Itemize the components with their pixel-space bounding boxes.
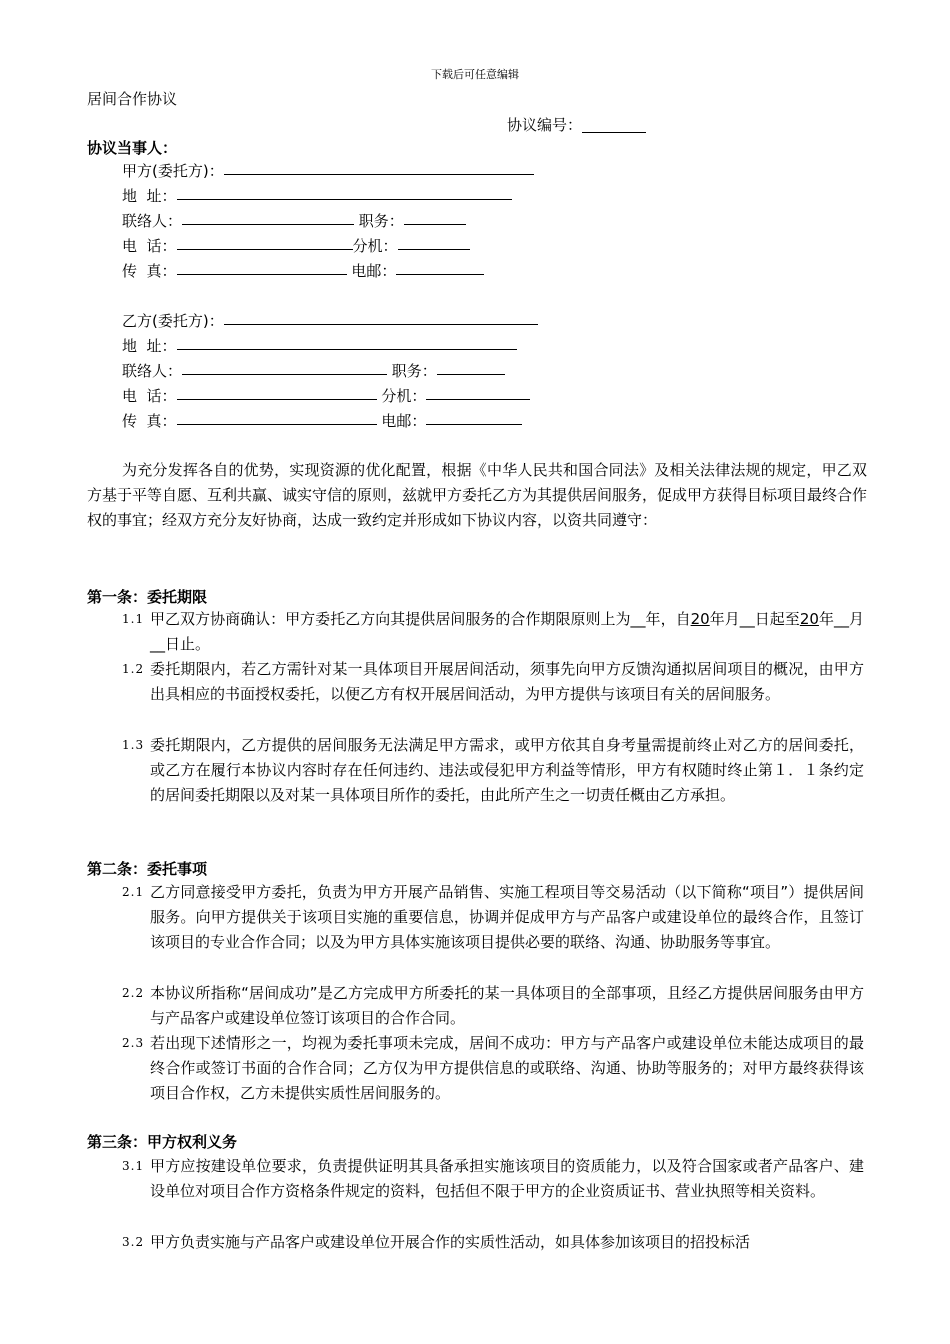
party-b-address-label: 地 址： <box>122 337 177 355</box>
agreement-number-label: 协议编号： <box>507 116 583 134</box>
party-a-phone-blank <box>177 235 353 250</box>
document-title: 居间合作协议 <box>87 90 178 108</box>
section-3-heading: 第三条：甲方权利义务 <box>87 1133 238 1151</box>
clause-number: 2.3 <box>122 1036 145 1050</box>
party-a-ext-blank <box>398 235 470 250</box>
clause-2-3 <box>122 1031 864 1106</box>
party-a-fax-row <box>122 260 484 282</box>
clause-number: 3.2 <box>122 1235 145 1249</box>
party-b-name-blank <box>224 310 538 325</box>
party-b-contact-row <box>122 360 505 382</box>
clause-text: 乙方同意接受甲方委托，负责为甲方开展产品销售、实施工程项目等交易活动（以下简称“项目”）提供居间服务。向甲方提供关于该项目实施的重要信息，协调并促成甲方与产品客户或建设单位的最终合作，且签订该项目的专业合作合同；以及为甲方具体实施该项目提供必要的联络、沟通、协助服务等事宜。 <box>150 883 864 951</box>
clause-1-1-text-c: 年__月__日止。 <box>150 610 864 653</box>
party-b-fax-label: 传 真： <box>122 412 177 430</box>
party-a-position-blank <box>404 210 466 225</box>
agreement-number-blank <box>582 116 646 133</box>
clause-1-1-year-start: 20 <box>690 610 710 628</box>
party-b-contact-blank <box>182 360 387 375</box>
party-a-contact-label: 联络人： <box>122 212 183 230</box>
clause-number: 1.3 <box>122 738 145 752</box>
clause-text: 甲方应按建设单位要求，负责提供证明其具备承担实施该项目的资质能力，以及符合国家或者产品客户、建设单位对项目合作方资格条件规定的资料，包括但不限于甲方的企业资质证书、营业执照等相关资料。 <box>150 1157 864 1200</box>
clause-text: 若出现下述情形之一，均视为委托事项未完成，居间不成功：甲方与产品客户或建设单位未能达成项目的最终合作或签订书面的合作合同；乙方仅为甲方提供信息的或联络、沟通、协助等服务的；对甲方最终获得该项目合作权，乙方未提供实质性居间服务的。 <box>150 1034 864 1102</box>
party-a-email-label: 电邮： <box>351 262 397 280</box>
party-b-position-label: 职务： <box>391 362 437 380</box>
party-b-fax-blank <box>177 410 377 425</box>
clause-text: 甲方负责实施与产品客户或建设单位开展合作的实质性活动，如具体参加该项目的招投标活 <box>150 1233 751 1251</box>
party-b-contact-label: 联络人： <box>122 362 183 380</box>
party-a-fax-label: 传 真： <box>122 262 177 280</box>
clause-1-1 <box>122 607 864 657</box>
party-b-email-blank <box>426 410 522 425</box>
clause-1-3 <box>122 733 864 808</box>
party-a-contact-blank <box>182 210 354 225</box>
party-b-address-blank <box>177 335 517 350</box>
parties-heading: 协议当事人： <box>87 139 178 157</box>
clause-text: 本协议所指称“居间成功”是乙方完成甲方所委托的某一具体项目的全部事项，且经乙方提供居间服务由甲方与产品客户或建设单位签订该项目的合作合同。 <box>150 984 865 1027</box>
clause-number: 2.2 <box>122 986 145 1000</box>
clause-text <box>150 607 864 657</box>
clause-1-1-year-end: 20 <box>799 610 819 628</box>
party-a-contact-row <box>122 210 466 232</box>
party-b-ext-label: 分机： <box>381 387 427 405</box>
party-a-position-label: 职务： <box>358 212 404 230</box>
clause-number: 2.1 <box>122 885 145 899</box>
clause-3-1 <box>122 1154 864 1204</box>
party-a-phone-row <box>122 235 470 257</box>
clause-1-2 <box>122 657 864 707</box>
party-a-name-blank <box>224 160 534 175</box>
party-a-email-blank <box>396 260 484 275</box>
party-b-name-label: 乙方(委托方)： <box>122 312 224 330</box>
intro-paragraph: 为充分发挥各自的优势，实现资源的优化配置，根据《中华人民共和国合同法》及相关法律法规的规定，甲乙双方基于平等自愿、互利共赢、诚实守信的原则，兹就甲方委托乙方为其提供居间服务，促成甲方获得目标项目最终合作权的事宜；经双方充分友好协商，达成一致约定并形成如下协议内容，以资共同遵守： <box>87 461 868 529</box>
clause-2-2 <box>122 981 864 1031</box>
clause-2-1 <box>122 880 864 955</box>
party-a-address-row <box>122 185 512 207</box>
party-a-address-label: 地 址： <box>122 187 177 205</box>
party-a-ext-label: 分机： <box>352 237 398 255</box>
party-b-position-blank <box>437 360 505 375</box>
party-b-email-label: 电邮： <box>381 412 427 430</box>
clause-number: 3.1 <box>122 1159 145 1173</box>
party-a-name-row <box>122 160 534 182</box>
section-1-heading: 第一条：委托期限 <box>87 588 208 606</box>
section-2-heading: 第二条：委托事项 <box>87 860 208 878</box>
party-b-phone-blank <box>177 385 377 400</box>
clause-text: 委托期限内，乙方提供的居间服务无法满足甲方需求，或甲方依其自身考量需提前终止对乙方的居间委托，或乙方在履行本协议内容时存在任何违约、违法或侵犯甲方利益等情形，甲方有权随时终止第１．１条约定的居间委托期限以及对某一具体项目所作的委托，由此所产生之一切责任概由乙方承担。 <box>150 736 864 804</box>
clause-3-2 <box>122 1230 864 1255</box>
header-note: 下载后可任意编辑 <box>431 68 519 81</box>
party-b-name-row <box>122 310 538 332</box>
party-a-fax-blank <box>177 260 347 275</box>
party-a-phone-label: 电 话： <box>122 237 177 255</box>
party-b-fax-row <box>122 410 522 432</box>
clause-1-1-text-a: 甲乙双方协商确认：甲方委托乙方向其提供居间服务的合作期限原则上为__年，自 <box>150 610 691 628</box>
party-a-name-label: 甲方(委托方)： <box>122 162 224 180</box>
party-b-phone-label: 电 话： <box>122 387 177 405</box>
clause-number: 1.2 <box>122 662 145 676</box>
party-b-phone-row <box>122 385 530 407</box>
clause-number: 1.1 <box>122 612 145 626</box>
party-b-address-row <box>122 335 517 357</box>
party-b-ext-blank <box>426 385 530 400</box>
clause-text: 委托期限内，若乙方需针对某一具体项目开展居间活动，须事先向甲方反馈沟通拟居间项目的概况，由甲方出具相应的书面授权委托，以便乙方有权开展居间活动，为甲方提供与该项目有关的居间服务。 <box>150 660 864 703</box>
agreement-number <box>507 114 646 135</box>
party-a-address-blank <box>177 185 512 200</box>
clause-1-1-text-b: 年月__日起至 <box>709 610 800 628</box>
